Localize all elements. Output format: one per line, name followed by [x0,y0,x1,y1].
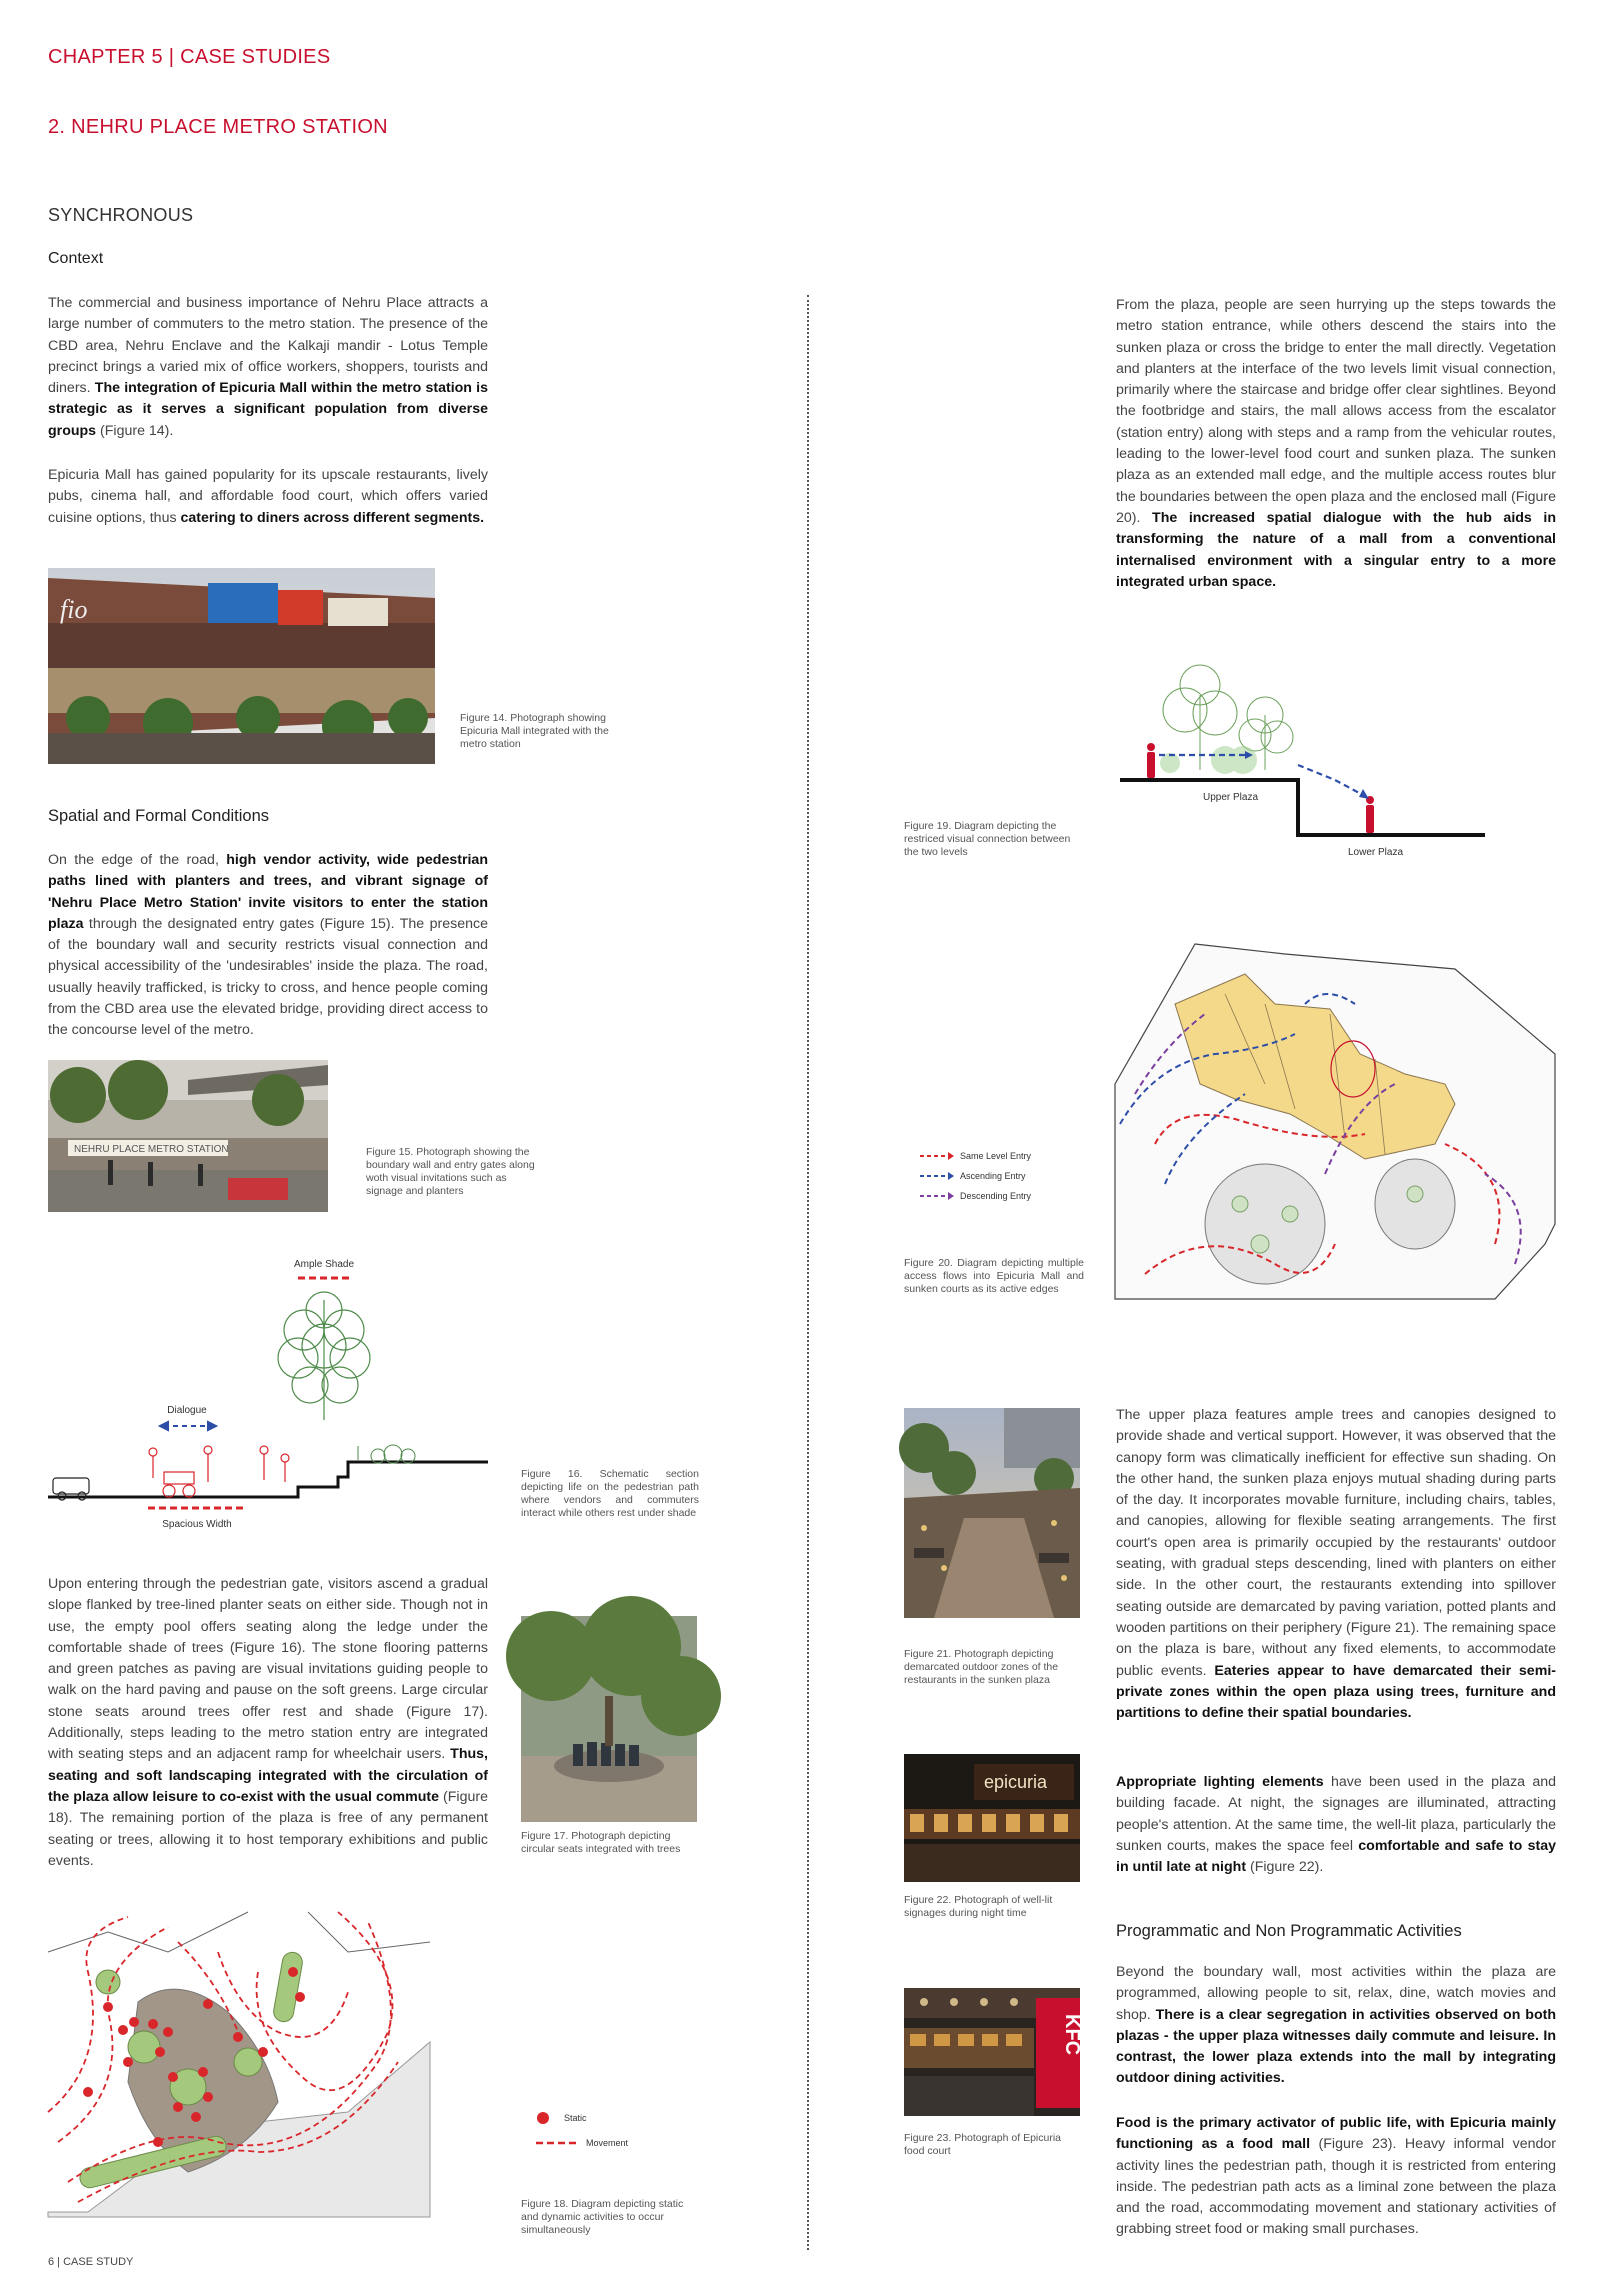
figure-22-photo [904,1754,1080,1882]
column-divider [807,295,809,2250]
epicuria-sign: epicuria [984,1772,1048,1792]
spacious-width-label: Spacious Width [162,1519,232,1530]
figure-20-caption: Figure 20. Diagram depicting multiple access flows into Epicuria Mall and sunken courts as its active edges [904,1257,1084,1295]
lower-plaza-label: Lower Plaza [1348,847,1404,858]
spatial-paragraph: On the edge of the road, high vendor activity, wide pedestrian paths lined with planters and trees, and vibrant signage of 'Nehru Place Metro Station' invite visitors to enter the station plaza through the designated entry gates (Figure 15). The presence of the boundary wall and security restricts visual connection and physical accessibility of the 'undesirables' inside the plaza. The road, usually heavily trafficked, is tricky to cross, and hence people coming from the CBD area use the elevated bridge, providing direct access to the concourse level of the metro. [48,852,488,1039]
figure-21-photo [904,1408,1080,1618]
legend-movement: Movement [586,2138,629,2148]
legend-same-level-entry: Same Level Entry [920,1146,1040,1166]
upper-plaza-label: Upper Plaza [1203,792,1259,803]
figure-18-legend [536,2106,656,2156]
fio-sign: fio [60,595,88,624]
figure-18-plan [48,1912,430,2217]
upper-plaza-paragraph: The upper plaza features ample trees and canopies designed to provide shade and vertical support. However, it was observed that the canopy form was climatically inefficient for effective sun shading. On the other hand, the sunken plaza enjoys mutual shading during parts of the day. It incorporates movable furniture, including chairs, tables, and canopies, allowing for flexible seating arrangements. The first court's open area is primarily occupied by the restaurants' outdoor seating, with gradual steps descending, lined with planters on either side. In the other court, the restaurants extending into spillover seating outside are demarcated by paving variation, potted plants and wooden partitions on their periphery (Figure 21). The remaining space on the plaza is bare, without any fixed elements, to accommodate public events. Eateries appear to have demarcated their semi-private zones within the open plaza using trees, furniture and partitions to define their spatial boundaries. [1116,1407,1556,1722]
figure-19-caption: Figure 19. Diagram depicting the restriced visual connection between the two levels [904,820,1071,858]
figure-18-caption: Figure 18. Diagram depicting static and dynamic activities to occur simultaneously [521,2198,684,2236]
subsection-title: SYNCHRONOUS [48,205,194,225]
ample-shade-label: Ample Shade [293,1259,355,1270]
figure-21-caption: Figure 21. Photograph depicting demarcated outdoor zones of the restaurants in the sunken plaza [904,1648,1059,1686]
figure-20-legend [920,1146,1040,1206]
chapter-title: CHAPTER 5 | CASE STUDIES [48,46,331,68]
pedestrian-gate-paragraph: Upon entering through the pedestrian gate, visitors ascend a gradual slope flanked by tree-lined planter seats on either side. Though not in use, the empty pool offers seating along the ledge under the comfortable shade of trees (Figure 16). The stone flooring patterns and green patches as paving are visual invitations guiding people to walk on the hard paving and pause on the soft greens. Large circular stone seats around trees offer rest and shade (Figure 17). Additionally, steps leading to the metro station entry are integrated with seating steps and an adjacent ramp for wheelchair users. Thus, seating and soft landscaping integrated with the circulation of the plaza allow leisure to co-exist with the usual commute (Figure 18). The remaining portion of the plaza is free of any permanent seating or trees, allowing it to host temporary exhibitions and public events. [48,1576,488,1869]
figure-15-caption: Figure 15. Photograph showing the boundary wall and entry gates along woth visual invitations such as signage and planters [366,1146,535,1197]
dialogue-label: Dialogue [167,1405,207,1416]
kfc-sign: KFC [1061,2014,1083,2056]
legend-descending-entry: Descending Entry [920,1186,1040,1206]
figure-17-caption: Figure 17. Photograph depicting circular seats integrated with trees [521,1830,681,1855]
figure-16-diagram [48,1250,488,1545]
figure-23-photo [904,1988,1083,2116]
context-paragraph-2: Epicuria Mall has gained popularity for its upscale restaurants, lively pubs, cinema hall, and affordable food court, which offers varied cuisine options, thus catering to diners across different segments. [48,467,488,526]
legend-ascending-entry: Ascending Entry [920,1166,1040,1186]
lighting-paragraph: Appropriate lighting elements have been used in the plaza and building facade. At night, the signages are illuminated, attracting people's attention. At the same time, the well-lit plaza, particularly the sunken courts, makes the space feel comfortable and safe to stay in until late at night (Figure 22). [1116,1774,1556,1876]
context-heading: Context [48,250,104,267]
figure-16-caption: Figure 16. Schematic section depicting life on the pedestrian path where vendors and commuters interact while others rest under shade [521,1468,699,1519]
figure-23-caption: Figure 23. Photograph of Epicuria food court [904,2132,1062,2157]
figure-20-plan [1115,944,1555,1299]
context-paragraph-1: The commercial and business importance of Nehru Place attracts a large number of commuters to the metro station. The presence of the CBD area, Nehru Enclave and the Kalkaji mandir - Lotus Temple precinct brings a varied mix of office workers, shoppers, tourists and diners. The integration of Epicuria Mall within the metro station is strategic as it serves a significant population from diverse groups (Figure 14). [48,295,488,439]
figure-22-caption: Figure 22. Photograph of well-lit signages during night time [904,1894,1053,1919]
figure-14-photo [48,568,435,764]
plaza-paragraph: From the plaza, people are seen hurrying up the steps towards the metro station entrance, while others descend the stairs into the sunken plaza or cross the bridge to enter the mall directly. Vegetation and planters at the interface of the two levels limit visual connection, primarily where the staircase and bridge offer clear sightlines. Beyond the footbridge and stairs, the mall allows access from the escalator (station entry) along with steps and a ramp from the vehicular routes, leading to the lower-level food court and sunken plaza. The sunken plaza as an extended mall edge, and the multiple access routes blur the boundaries between the open plaza and the enclosed mall (Figure 20). The increased spatial dialogue with the hub aids in transforming the nature of a mall from a conventional internalised environment with a singular entry to a more integrated urban space. [1116,297,1556,590]
figure-14-caption: Figure 14. Photograph showing Epicuria Mall integrated with the metro station [460,712,609,750]
section-title: 2. NEHRU PLACE METRO STATION [48,116,388,138]
legend-static: Static [536,2106,656,2130]
activities-heading: Programmatic and Non Programmatic Activities [1116,1922,1462,1940]
metro-station-sign: NEHRU PLACE METRO STATION [74,1144,229,1155]
figure-19-diagram [1115,655,1555,858]
figure-17-photo [521,1616,697,1822]
activities-paragraph: Beyond the boundary wall, most activities within the plaza are programmed, allowing people to sit, relax, dine, watch movies and shop. There is a clear segregation in activities observed on both plazas - the upper plaza witnesses daily commute and leisure. In contrast, the lower plaza extends into the mall by integrating outdoor dining activities. [1116,1964,1556,2087]
spatial-heading: Spatial and Formal Conditions [48,807,270,825]
food-paragraph: Food is the primary activator of public life, with Epicuria mainly functioning as a food mall (Figure 23). Heavy informal vendor activity lines the pedestrian path, though it is restricted from entering inside. The pedestrian path acts as a liminal zone between the plaza and the road, accommodating movement and stationary activities of grabbing street food or making small purchases. [1116,2115,1556,2238]
page-footer: 6 | CASE STUDY [48,2256,134,2268]
figure-15-photo [48,1060,328,1212]
